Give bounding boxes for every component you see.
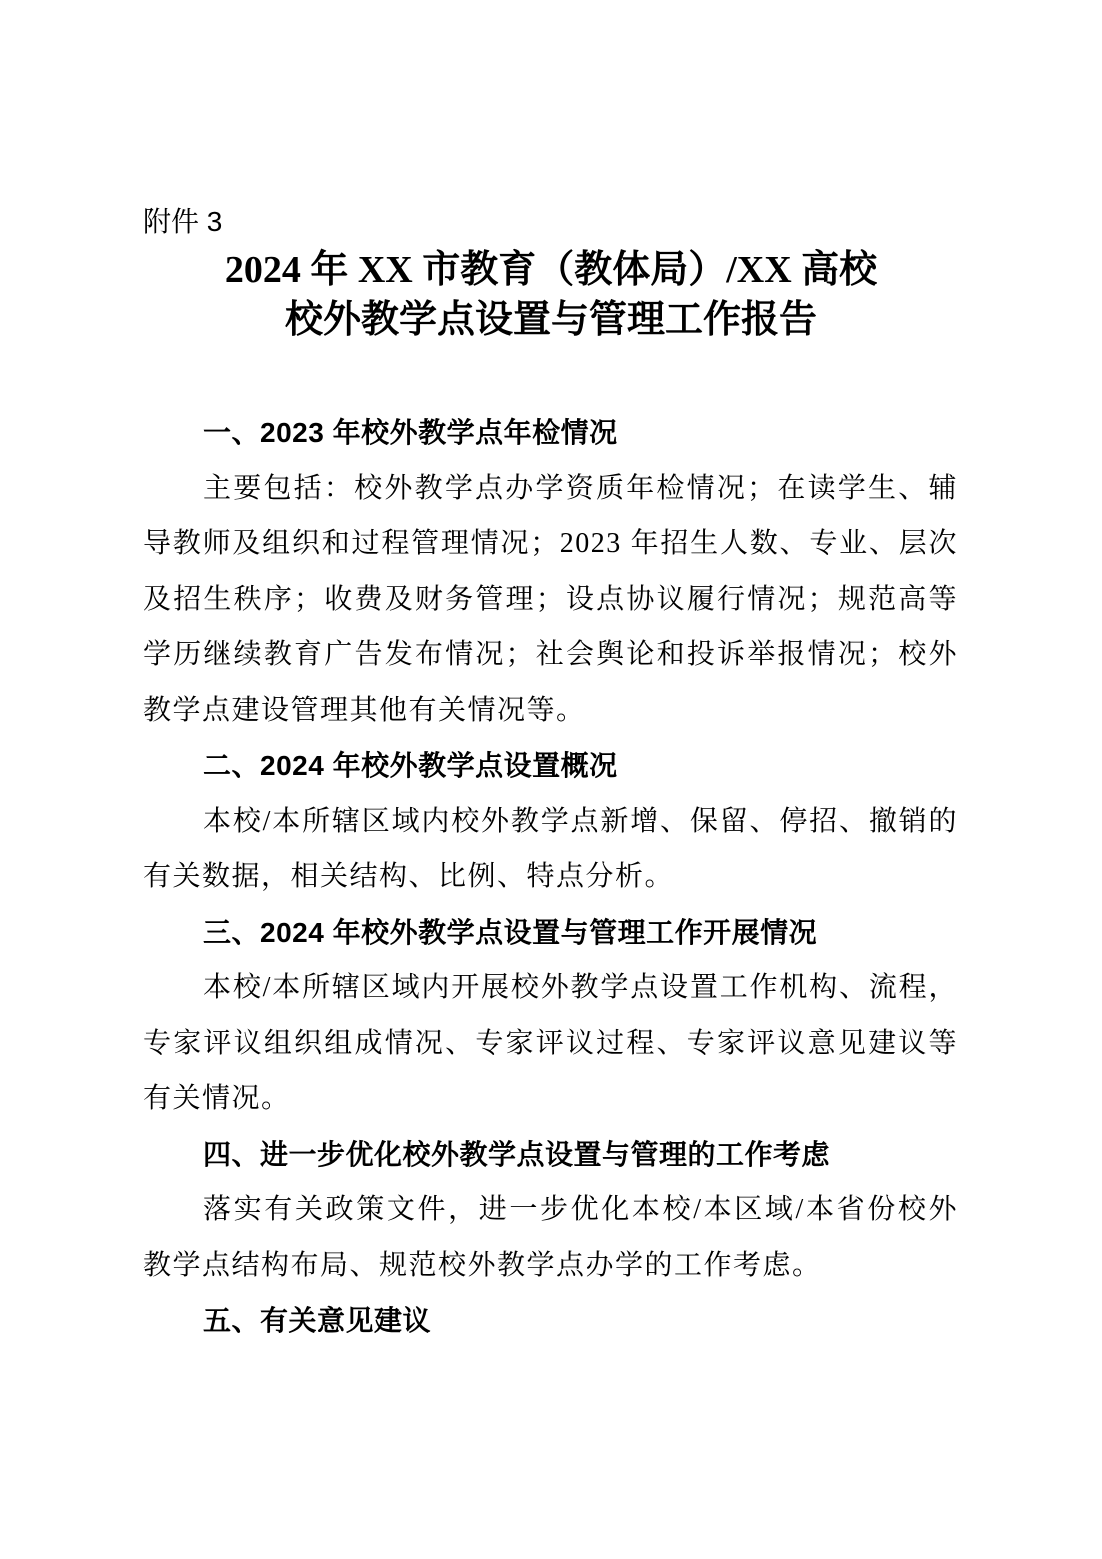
section-body-3: 本校/本所辖区域内开展校外教学点设置工作机构、流程，专家评议组织组成情况、专家评议过程、专家评议意见建议等有关情况。 xyxy=(143,972,958,1114)
section-body-2: 本校/本所辖区域内校外教学点新增、保留、停招、撤销的有关数据，相关结构、比例、特点分析。 xyxy=(143,805,958,892)
section-heading-3: 三、2024 年校外教学点设置与管理工作开展情况 xyxy=(203,916,818,948)
title-line-2: 校外教学点设置与管理工作报告 xyxy=(284,299,817,341)
title-line-1: 2024 年 XX 市教育（教体局）/XX 高校 xyxy=(224,249,878,291)
document-title xyxy=(0,245,1102,345)
attachment-label: 附件 3 xyxy=(143,206,223,237)
section-heading-5: 五、有关意见建议 xyxy=(203,1305,432,1336)
section-heading-1: 一、2023 年校外教学点年检情况 xyxy=(203,417,618,448)
section-body-1: 主要包括：校外教学点办学资质年检情况；在读学生、辅导教师及组织和过程管理情况；2023 年招生人数、专业、层次及招生秩序；收费及财务管理；设点协议履行情况；规范高等学历继续教育广告发布情况；社会舆论和投诉举报情况；校外教学点建设管理其他有关情况等。 xyxy=(143,472,958,726)
section-body-4: 落实有关政策文件，进一步优化本校/本区域/本省份校外教学点结构布局、规范校外教学点办学的工作考虑。 xyxy=(143,1194,958,1281)
section-heading-2: 二、2024 年校外教学点设置概况 xyxy=(203,750,618,781)
section-heading-4: 四、进一步优化校外教学点设置与管理的工作考虑 xyxy=(203,1138,831,1170)
document-body xyxy=(143,405,958,1349)
